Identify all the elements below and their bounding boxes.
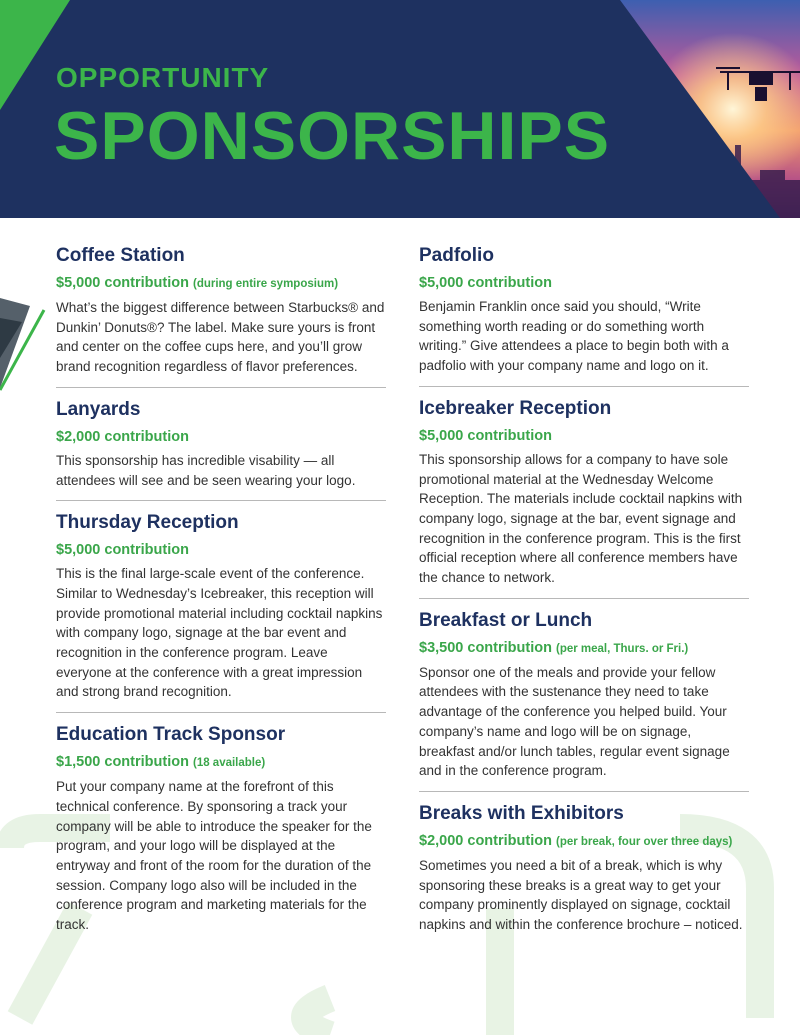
amount-value: $2,000 contribution [419, 832, 552, 849]
amount-value: $1,500 contribution [56, 754, 189, 771]
sponsorship-description: Sometimes you need a bit of a break, which is why sponsoring these breaks is a great way to get your company prominently displayed on signage, cocktail napkins and within the conference brochure – noticed. [419, 857, 743, 933]
sponsorship-amount [56, 752, 386, 773]
sponsorship-description: What’s the biggest difference between Starbucks® and Dunkin’ Donuts®? The label. Make sure yours is front and center on the coffee cups here, and you’ll grow brand recognition regardless of flavor preferences. [56, 300, 385, 375]
sponsorship-title: Coffee Station [56, 245, 185, 266]
sponsorship-description: This sponsorship has incredible visability — all attendees will see and be seen wearing your logo. [56, 452, 356, 488]
sponsorship-item [56, 244, 386, 388]
sponsorship-title: Thursday Reception [56, 512, 239, 534]
sponsorship-amount [419, 638, 749, 659]
amount-value: $5,000 contribution [56, 275, 189, 291]
amount-note: (during entire symposium) [192, 278, 339, 290]
left-edge-photo [0, 298, 44, 390]
amount-note: (18 available) [192, 757, 266, 770]
amount-value: $3,500 contribution [419, 639, 552, 656]
amount-note: (per meal, Thurs. or Fri.) [555, 642, 689, 655]
amount-value: $2,000 contribution [56, 428, 189, 445]
sponsorship-amount [56, 540, 386, 560]
header-kicker: OPPORTUNITY [56, 62, 270, 93]
amount-value: $5,000 contribution [419, 275, 552, 291]
sponsorship-item [419, 802, 749, 945]
amount-value: $5,000 contribution [56, 542, 189, 559]
sponsorship-amount [419, 426, 749, 446]
sponsorship-description: Benjamin Franklin once said you should, “Write something worth reading or do something worth writing.” Give attendees a place to begin both with a padfolio with your company name and logo on it. [419, 299, 729, 374]
sponsorship-title: Breakfast or Lunch [419, 609, 593, 631]
sponsorship-title: Breaks with Exhibitors [419, 802, 624, 824]
sponsorship-item [419, 609, 749, 792]
amount-value: $5,000 contribution [419, 427, 552, 444]
amount-note: (per break, four over three days) [555, 835, 733, 848]
sponsorship-description: Put your company name at the forefront of this technical conference. By sponsoring a track your company will be able to introduce the speaker for the program, and your logo will be displayed at the entryway and front of the room for the duration of the session. Company logo also will be included in the conference program and marketing materials for the track. [56, 779, 372, 933]
sponsorship-item [56, 398, 386, 501]
sponsorship-title: Education Track Sponsor [56, 724, 286, 746]
sponsorship-item [56, 511, 386, 713]
sponsorship-item [419, 244, 749, 387]
sponsorship-item [56, 723, 386, 945]
sponsorship-title: Lanyards [56, 398, 141, 420]
right-column [419, 244, 749, 955]
left-column [56, 244, 386, 955]
sponsorship-title: Padfolio [419, 245, 494, 266]
sponsorship-amount [419, 273, 749, 293]
page-title: SPONSORSHIPS [54, 98, 611, 174]
sponsorship-description: This is the final large-scale event of the conference. Similar to Wednesday’s Icebreaker, this reception will provide promotional material including cocktail napkins with company logo, signage at the bar event and recognition in the conference program. Leave everyone at the conference with a great impression and strong brand recognition. [56, 566, 383, 700]
sponsorship-amount [56, 427, 386, 447]
sponsorship-amount [56, 273, 386, 294]
sponsorship-description: This sponsorship allows for a company to have sole promotional material at the Wednesday Welcome Reception. The materials include cocktail napkins with company logo, signage at the bar, event signage and recognition in the conference program. This is the first official reception where all conference members have the chance to network. [419, 451, 743, 586]
sponsorship-item [419, 397, 749, 599]
header-banner [0, 0, 800, 218]
sponsorship-description: Sponsor one of the meals and provide your fellow attendees with the sustenance they need to take advantage of the conference you helped build. Your company’s name and logo will be on signage, breakfast and/or lunch tables, regular event signage and in the conference program. [419, 664, 730, 779]
sponsorship-title: Icebreaker Reception [419, 397, 612, 419]
sponsorship-amount [419, 831, 749, 852]
